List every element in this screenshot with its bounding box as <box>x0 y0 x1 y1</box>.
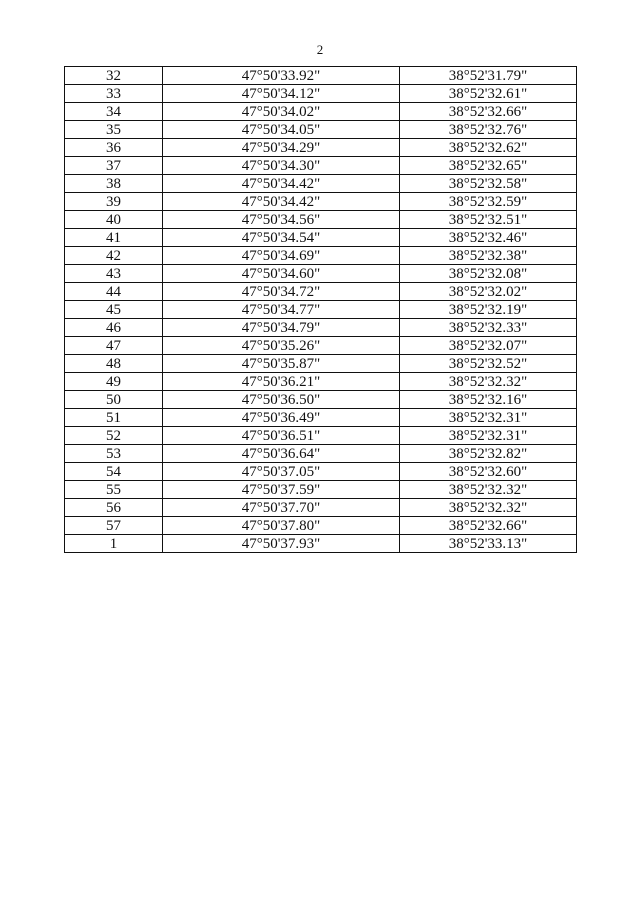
table-row <box>65 301 577 319</box>
point-number-cell: 1 <box>65 535 163 553</box>
latitude-cell: 47°50'37.93" <box>163 535 400 553</box>
latitude-cell: 47°50'37.05" <box>163 463 400 481</box>
longitude-cell: 38°52'32.32" <box>400 481 577 499</box>
latitude-cell: 47°50'37.80" <box>163 517 400 535</box>
table-row <box>65 229 577 247</box>
point-number-cell: 43 <box>65 265 163 283</box>
table-row <box>65 103 577 121</box>
table-row <box>65 319 577 337</box>
latitude-cell: 47°50'36.50" <box>163 391 400 409</box>
longitude-cell: 38°52'32.58" <box>400 175 577 193</box>
latitude-cell: 47°50'34.56" <box>163 211 400 229</box>
point-number-cell: 49 <box>65 373 163 391</box>
latitude-cell: 47°50'36.51" <box>163 427 400 445</box>
point-number-cell: 44 <box>65 283 163 301</box>
point-number-cell: 33 <box>65 85 163 103</box>
table-row <box>65 535 577 553</box>
longitude-cell: 38°52'32.65" <box>400 157 577 175</box>
latitude-cell: 47°50'34.05" <box>163 121 400 139</box>
point-number-cell: 32 <box>65 67 163 85</box>
latitude-cell: 47°50'34.72" <box>163 283 400 301</box>
latitude-cell: 47°50'34.42" <box>163 193 400 211</box>
longitude-cell: 38°52'32.38" <box>400 247 577 265</box>
table-row <box>65 265 577 283</box>
longitude-cell: 38°52'32.59" <box>400 193 577 211</box>
longitude-cell: 38°52'32.08" <box>400 265 577 283</box>
point-number-cell: 46 <box>65 319 163 337</box>
latitude-cell: 47°50'36.64" <box>163 445 400 463</box>
latitude-cell: 47°50'35.87" <box>163 355 400 373</box>
table-row <box>65 355 577 373</box>
latitude-cell: 47°50'34.54" <box>163 229 400 247</box>
latitude-cell: 47°50'34.79" <box>163 319 400 337</box>
latitude-cell: 47°50'34.02" <box>163 103 400 121</box>
table-row <box>65 193 577 211</box>
table-row <box>65 463 577 481</box>
point-number-cell: 55 <box>65 481 163 499</box>
latitude-cell: 47°50'34.30" <box>163 157 400 175</box>
table-row <box>65 481 577 499</box>
point-number-cell: 37 <box>65 157 163 175</box>
point-number-cell: 52 <box>65 427 163 445</box>
table-row <box>65 157 577 175</box>
table-row <box>65 85 577 103</box>
longitude-cell: 38°52'32.16" <box>400 391 577 409</box>
latitude-cell: 47°50'34.77" <box>163 301 400 319</box>
table-row <box>65 409 577 427</box>
latitude-cell: 47°50'35.26" <box>163 337 400 355</box>
latitude-cell: 47°50'34.69" <box>163 247 400 265</box>
latitude-cell: 47°50'34.60" <box>163 265 400 283</box>
longitude-cell: 38°52'32.02" <box>400 283 577 301</box>
page-number: 2 <box>316 42 324 57</box>
table-row <box>65 391 577 409</box>
longitude-cell: 38°52'32.31" <box>400 427 577 445</box>
table-row <box>65 283 577 301</box>
latitude-cell: 47°50'34.29" <box>163 139 400 157</box>
longitude-cell: 38°52'32.82" <box>400 445 577 463</box>
longitude-cell: 38°52'32.52" <box>400 355 577 373</box>
table-row <box>65 517 577 535</box>
table-row <box>65 139 577 157</box>
table-row <box>65 337 577 355</box>
point-number-cell: 34 <box>65 103 163 121</box>
latitude-cell: 47°50'33.92" <box>163 67 400 85</box>
longitude-cell: 38°52'32.33" <box>400 319 577 337</box>
point-number-cell: 47 <box>65 337 163 355</box>
coordinates-table <box>64 66 577 553</box>
table-row <box>65 121 577 139</box>
point-number-cell: 39 <box>65 193 163 211</box>
point-number-cell: 36 <box>65 139 163 157</box>
point-number-cell: 38 <box>65 175 163 193</box>
table-row <box>65 211 577 229</box>
longitude-cell: 38°52'32.32" <box>400 499 577 517</box>
table-row <box>65 247 577 265</box>
longitude-cell: 38°52'32.61" <box>400 85 577 103</box>
latitude-cell: 47°50'34.42" <box>163 175 400 193</box>
longitude-cell: 38°52'32.76" <box>400 121 577 139</box>
latitude-cell: 47°50'37.70" <box>163 499 400 517</box>
point-number-cell: 54 <box>65 463 163 481</box>
latitude-cell: 47°50'36.49" <box>163 409 400 427</box>
longitude-cell: 38°52'32.60" <box>400 463 577 481</box>
longitude-cell: 38°52'32.07" <box>400 337 577 355</box>
point-number-cell: 57 <box>65 517 163 535</box>
longitude-cell: 38°52'32.32" <box>400 373 577 391</box>
point-number-cell: 48 <box>65 355 163 373</box>
latitude-cell: 47°50'37.59" <box>163 481 400 499</box>
longitude-cell: 38°52'32.31" <box>400 409 577 427</box>
longitude-cell: 38°52'31.79" <box>400 67 577 85</box>
table-row <box>65 373 577 391</box>
table-row <box>65 445 577 463</box>
table-row <box>65 67 577 85</box>
longitude-cell: 38°52'32.51" <box>400 211 577 229</box>
point-number-cell: 45 <box>65 301 163 319</box>
point-number-cell: 42 <box>65 247 163 265</box>
point-number-cell: 51 <box>65 409 163 427</box>
point-number-cell: 35 <box>65 121 163 139</box>
longitude-cell: 38°52'32.66" <box>400 103 577 121</box>
longitude-cell: 38°52'32.19" <box>400 301 577 319</box>
latitude-cell: 47°50'36.21" <box>163 373 400 391</box>
point-number-cell: 41 <box>65 229 163 247</box>
point-number-cell: 56 <box>65 499 163 517</box>
table-row <box>65 427 577 445</box>
longitude-cell: 38°52'32.66" <box>400 517 577 535</box>
coordinates-table-body <box>65 67 577 553</box>
point-number-cell: 40 <box>65 211 163 229</box>
table-row <box>65 175 577 193</box>
point-number-cell: 50 <box>65 391 163 409</box>
point-number-cell: 53 <box>65 445 163 463</box>
longitude-cell: 38°52'32.46" <box>400 229 577 247</box>
longitude-cell: 38°52'32.62" <box>400 139 577 157</box>
table-row <box>65 499 577 517</box>
longitude-cell: 38°52'33.13" <box>400 535 577 553</box>
latitude-cell: 47°50'34.12" <box>163 85 400 103</box>
